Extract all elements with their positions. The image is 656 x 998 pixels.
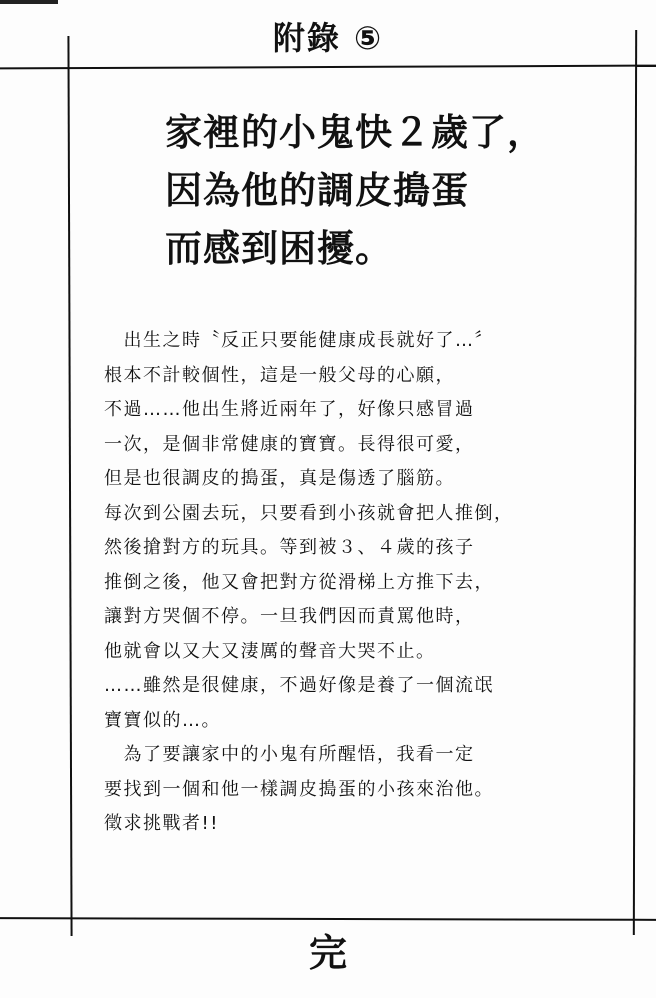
appendix-title: 附錄 ⑤ [272,19,384,57]
body-line: 讓對方哭個不停。一旦我們因而責罵他時， [104,606,475,627]
headline-line: 而感到困擾。 [165,227,393,270]
end-mark: 完 [308,931,347,975]
bottom-rule [0,917,656,921]
top-rule [0,65,656,70]
body-line: ……雖然是很健康，不過好像是養了一個流氓 [104,675,494,696]
headline-line: 因為他的調皮搗蛋 [165,169,469,212]
body-line: 要找到一個和他一樣調皮搗蛋的小孩來治他。 [104,778,494,800]
body-line: 但是也很調皮的搗蛋，真是傷透了腦筋。 [104,468,455,489]
body-line: 然後搶對方的玩具。等到被３、４歲的孩子 [104,537,475,558]
body-line: 根本不計較個性，這是一般父母的心願， [104,364,455,386]
body-text [104,324,604,842]
body-line: 徵求挑戰者!! [104,813,219,834]
headline-line: 家裡的小鬼快２歲了， [165,111,545,154]
body-line: 他就會以又大又淒厲的聲音大哭不止。 [104,640,436,662]
body-line: 出生之時〝反正只要能健康成長就好了…〞 [104,330,494,351]
body-line: 不過……他出生將近兩年了，好像只感冒過 [104,399,475,420]
body-line: 一次，是個非常健康的寶寶。長得很可愛， [104,433,475,455]
corner-mark [0,0,58,4]
body-line: 寶寶似的…。 [104,709,221,731]
right-rule [633,30,637,935]
headline [165,104,605,278]
body-line: 每次到公園去玩，只要看到小孩就會把人推倒， [104,502,514,524]
body-line: 推倒之後，他又會把對方從滑梯上方推下去， [104,571,494,593]
body-line: 為了要讓家中的小鬼有所醒悟，我看一定 [104,744,475,765]
left-rule [67,36,72,936]
